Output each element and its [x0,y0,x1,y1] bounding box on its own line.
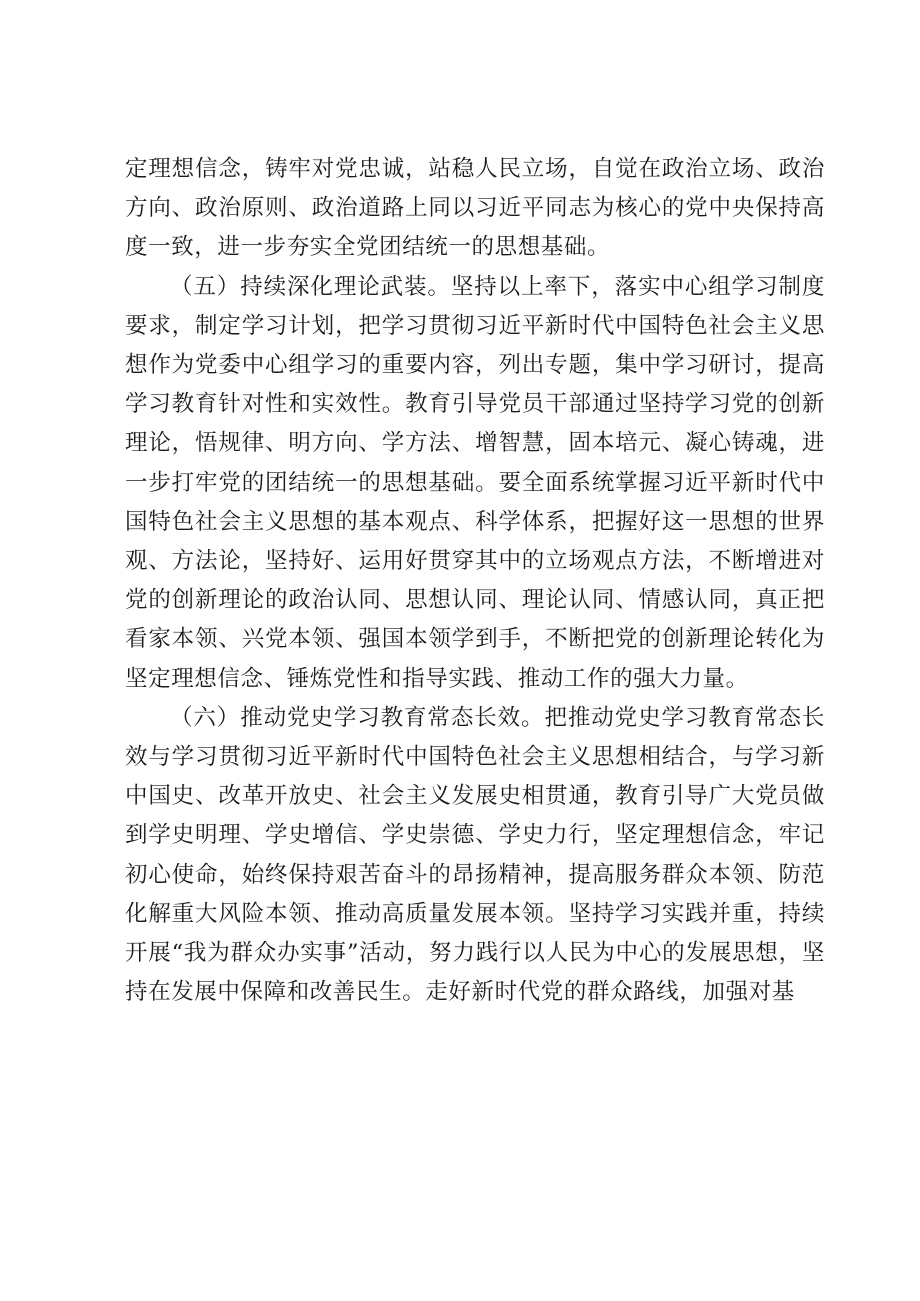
paragraph-continuation: 定理想信念，铸牢对党忠诚，站稳人民立场，自觉在政治立场、政治方向、政治原则、政治道路上同以习近平同志为核心的党中央保持高度一致，进一步夯实全党团结统一的思想基础。 [125,156,825,261]
paragraph-section-five: （五）持续深化理论武装。坚持以上率下，落实中心组学习制度要求，制定学习计划，把学习贯彻习近平新时代中国特色社会主义思想作为党委中心组学习的重要内容，列出专题，集中学习研讨，提高学习教育针对性和实效性。教育引导党员干部通过坚持学习党的创新理论，悟规律、明方向、学方法、增智慧，固本培元、凝心铸魂，进一步打牢党的团结统一的思想基础。要全面系统掌握习近平新时代中国特色社会主义思想的基本观点、科学体系，把握好这一思想的世界观、方法论，坚持好、运用好贯穿其中的立场观点方法，不断增进对党的创新理论的政治认同、思想认同、理论认同、情感认同，真正把看家本领、兴党本领、强国本领学到手，不断把党的创新理论转化为坚定理想信念、锤炼党性和指导实践、推动工作的强大力量。 [125,273,825,692]
document-body [125,150,825,1012]
paragraph-section-six: （六）推动党史学习教育常态长效。把推动党史学习教育常态长效与学习贯彻习近平新时代中国特色社会主义思想相结合，与学习新中国史、改革开放史、社会主义发展史相贯通，教育引导广大党员做到学史明理、学史增信、学史崇德、学史力行，坚定理想信念，牢记初心使命，始终保持艰苦奋斗的昂扬精神，提高服务群众本领、防范化解重大风险本领、推动高质量发展本领。坚持学习实践并重，持续开展“我为群众办实事”活动，努力践行以人民为中心的发展思想，坚持在发展中保障和改善民生。走好新时代党的群众路线，加强对基 [125,704,825,1006]
